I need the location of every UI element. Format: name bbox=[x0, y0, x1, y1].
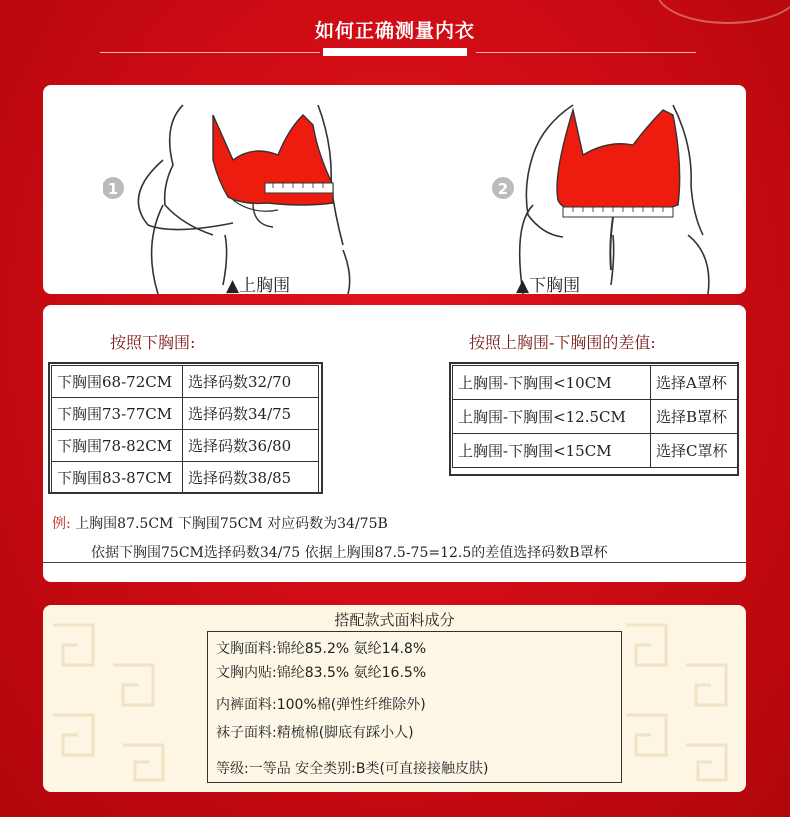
table-cell: 上胸围-下胸围<15CM bbox=[453, 434, 651, 468]
table-cell: 上胸围-下胸围<12.5CM bbox=[453, 400, 651, 434]
fabric-line: 文胸内贴:锦纶83.5% 氨纶16.5% bbox=[216, 665, 427, 681]
fabric-title: 搭配款式面料成分 bbox=[334, 611, 455, 629]
table-row bbox=[453, 400, 738, 434]
table-cell: 选择码数32/70 bbox=[183, 366, 319, 398]
section-header bbox=[0, 0, 790, 70]
table-row bbox=[52, 462, 319, 494]
under-bust-label: ▲下胸围 bbox=[516, 276, 581, 296]
example-label: 例: bbox=[52, 516, 71, 532]
title-divider-left bbox=[100, 52, 320, 53]
step-1-number: 1 bbox=[107, 180, 119, 198]
fabric-line: 内裤面料:100%棉(弹性纤维除外) bbox=[216, 697, 426, 713]
fabric-line: 袜子面料:精梳棉(脚底有踩小人) bbox=[216, 725, 414, 741]
measurement-guide-card bbox=[43, 85, 746, 294]
tape-measure bbox=[563, 207, 673, 217]
table-row bbox=[453, 366, 738, 400]
under-bust-illustration bbox=[433, 85, 713, 294]
example-line-2: 依据下胸围75CM选择码数34/75 依据上胸围87.5-75=12.5的差值选择码数B罩杯 bbox=[91, 545, 608, 561]
upper-bust-label: ▲上胸围 bbox=[226, 276, 291, 296]
step-2-number: 2 bbox=[497, 180, 509, 198]
example-text-1: 上胸围87.5CM 下胸围75CM 对应码数为34/75B bbox=[75, 516, 388, 532]
fabric-line: 文胸面料:锦纶85.2% 氨纶14.8% bbox=[216, 641, 427, 657]
table-cell: 下胸围78-82CM bbox=[52, 430, 183, 462]
table-cell: 选择A罩杯 bbox=[651, 366, 738, 400]
table-cell: 选择码数34/75 bbox=[183, 398, 319, 430]
cup-size-table bbox=[452, 365, 738, 468]
left-table-title: 按照下胸围: bbox=[110, 333, 196, 352]
upper-bust-illustration bbox=[103, 85, 363, 294]
table-cell: 下胸围73-77CM bbox=[52, 398, 183, 430]
table-cell: 选择B罩杯 bbox=[651, 400, 738, 434]
table-cell: 上胸围-下胸围<10CM bbox=[453, 366, 651, 400]
table-row bbox=[52, 398, 319, 430]
bra-shape bbox=[557, 110, 680, 215]
fabric-line: 等级:一等品 安全类别:B类(可直接接触皮肤) bbox=[216, 761, 489, 777]
table-cell: 下胸围83-87CM bbox=[52, 462, 183, 494]
fabric-info-box bbox=[207, 631, 622, 783]
size-chart-card bbox=[43, 305, 746, 582]
example-divider bbox=[43, 562, 746, 563]
left-pattern-decoration bbox=[43, 605, 193, 792]
table-row bbox=[52, 366, 319, 398]
page-title: 如何正确测量内衣 bbox=[314, 20, 475, 42]
table-row bbox=[52, 430, 319, 462]
example-line-1 bbox=[52, 513, 388, 533]
title-divider-right bbox=[476, 52, 696, 53]
title-underline-bar bbox=[323, 48, 467, 56]
table-cell: 选择C罩杯 bbox=[651, 434, 738, 468]
table-row bbox=[453, 434, 738, 468]
table-cell: 下胸围68-72CM bbox=[52, 366, 183, 398]
table-cell: 选择码数36/80 bbox=[183, 430, 319, 462]
table-cell: 选择码数38/85 bbox=[183, 462, 319, 494]
fabric-composition-card bbox=[43, 605, 746, 792]
band-size-table bbox=[51, 365, 319, 494]
right-table-title: 按照上胸围-下胸围的差值: bbox=[469, 333, 656, 352]
